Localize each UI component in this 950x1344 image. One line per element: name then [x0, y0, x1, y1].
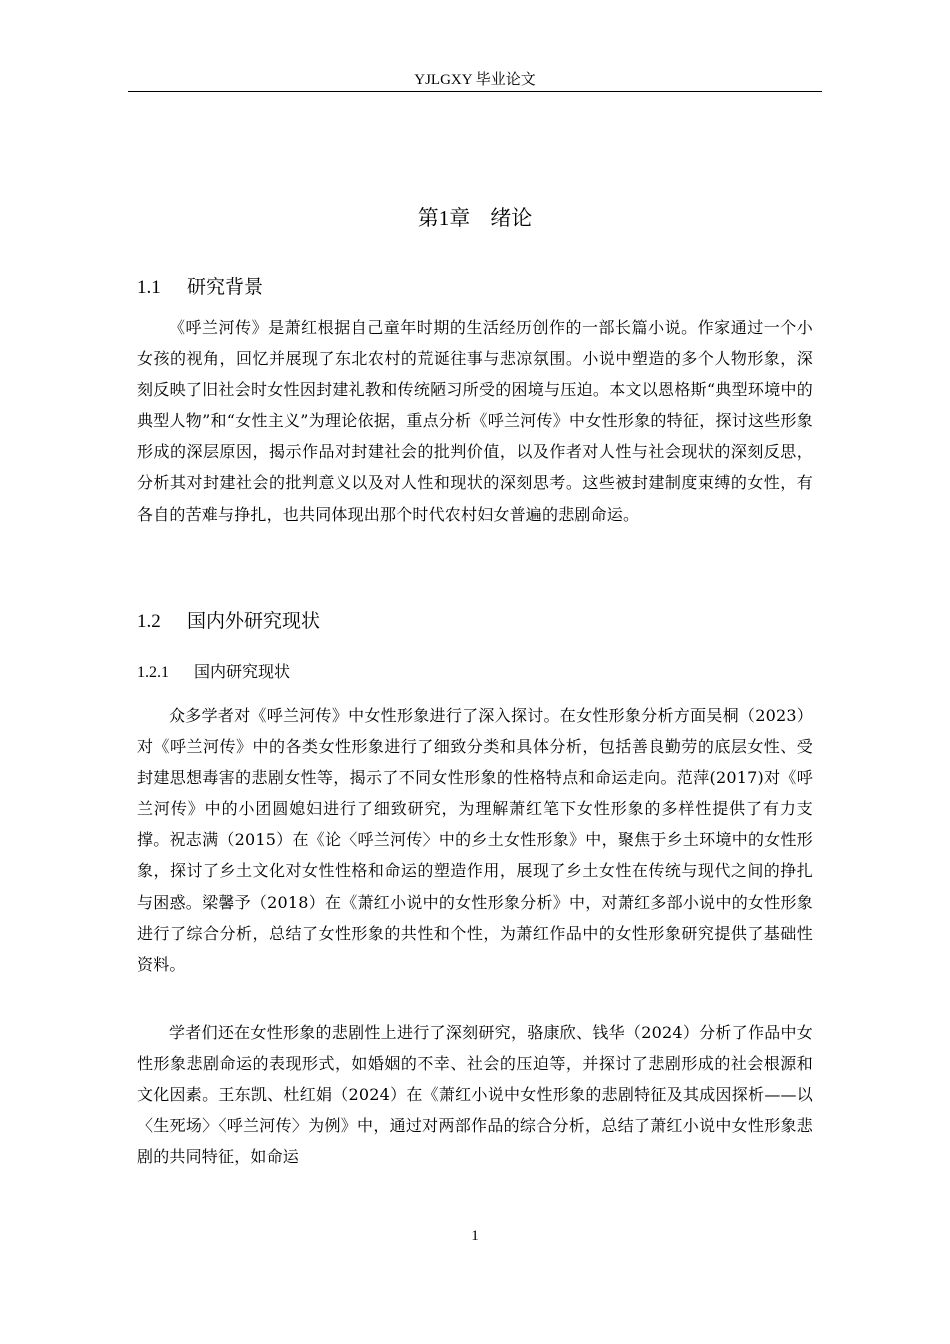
page-number: 1 — [471, 1228, 479, 1244]
section-number: 1.2 — [137, 611, 161, 632]
paragraph-domestic-1: 众多学者对《呼兰河传》中女性形象进行了深入探讨。在女性形象分析方面吴桐（2023）对《呼兰河传》中的各类女性形象进行了细致分类和具体分析，包括善良勤劳的底层女性、受封建思想毒害的悲剧女性等，揭示了不同女性形象的性格特点和命运走向。范萍(2017)对《呼兰河传》中的小团圆媳妇进行了细致研究，为理解萧红笔下女性形象的多样性提供了有力支撑。祝志满（2015）在《论〈呼兰河传〉中的乡土女性形象》中，聚焦于乡土环境中的女性形象，探讨了乡土文化对女性性格和命运的塑造作用，展现了乡土女性在传统与现代之间的挣扎与困惑。梁馨予（2018）在《萧红小说中的女性形象分析》中，对萧红多部小说中的女性形象进行了综合分析，总结了女性形象的共性和个性，为萧红作品中的女性形象研究提供了基础性资料。 — [137, 706, 813, 974]
chapter-title — [128, 203, 822, 233]
header-divider — [128, 91, 822, 92]
chapter-suffix: 章 — [449, 206, 471, 230]
section-title: 国内外研究现状 — [187, 610, 321, 632]
subsection-number: 1.2.1 — [137, 664, 169, 681]
paragraph-domestic-2: 学者们还在女性形象的悲剧性上进行了深刻研究，骆康欣、钱华（2024）分析了作品中女性形象悲剧命运的表现形式，如婚姻的不幸、社会的压迫等，并探讨了悲剧形成的社会根源和文化因素。王东凯、杜红娟（2024）在《萧红小说中女性形象的悲剧特征及其成因探析——以〈生死场〉〈呼兰河传〉为例》中，通过对两部作品的综合分析，总结了萧红小说中女性形象悲剧的共同特征，如命运 — [137, 1023, 813, 1167]
paragraph-background: 《呼兰河传》是萧红根据自己童年时期的生活经历创作的一部长篇小说。作家通过一个小女孩的视角，回忆并展现了东北农村的荒诞往事与悲凉氛围。小说中塑造的多个人物形象，深刻反映了旧社会时女性因封建礼教和传统陋习所受的困境与压迫。本文以恩格斯“典型环境中的典型人物”和“女性主义”为理论依据，重点分析《呼兰河传》中女性形象的特征，探讨这些形象形成的深层原因，揭示作品对封建社会的批判价值，以及作者对人性与社会现状的深刻反思，分析其对封建社会的批判意义以及对人性和现状的深刻思考。这些被封建制度束缚的女性，有各自的苦难与挣扎，也共同体现出那个时代农村妇女普遍的悲剧命运。 — [137, 318, 813, 524]
chapter-prefix: 第 — [417, 206, 439, 230]
section-number: 1.1 — [137, 277, 161, 298]
subsection-title: 国内研究现状 — [194, 662, 291, 681]
subsection-heading-domestic — [137, 660, 290, 685]
chapter-name: 绪论 — [490, 206, 533, 230]
section-heading-background — [137, 273, 263, 302]
chapter-number: 1 — [438, 206, 450, 230]
section-title: 研究背景 — [187, 276, 264, 298]
running-header: YJLGXY 毕业论文 — [414, 72, 536, 88]
section-heading-research-status — [137, 607, 320, 636]
